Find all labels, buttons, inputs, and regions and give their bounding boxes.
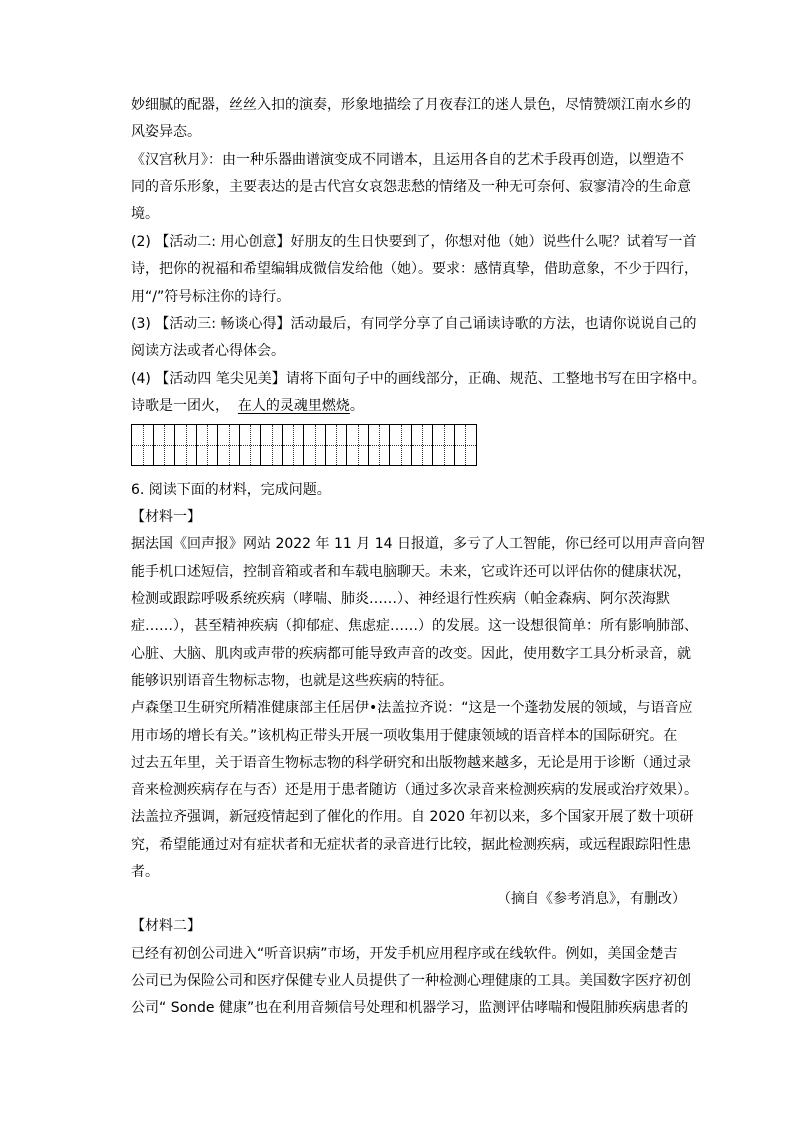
activity-3-line: (3) 【活动三: 畅谈心得】活动最后，有同学分享了自己诵读诗歌的方法，也请你说说自己的 bbox=[131, 316, 697, 332]
text-line: 卢森堡卫生研究所精准健康部主任居伊•法盖拉齐说：“这是一个蓬勃发展的领域，与语音应 bbox=[131, 700, 693, 716]
text-line: 检测或跟踪呼吸系统疾病（哮喘、肺炎……）、神经退行性疾病（帕金森病、阿尔茨海默 bbox=[131, 591, 670, 607]
grid-cell[interactable] bbox=[218, 425, 240, 465]
poem-suffix: 。 bbox=[349, 398, 364, 414]
grid-cell-guide-vertical bbox=[250, 425, 251, 465]
grid-cell[interactable] bbox=[132, 425, 154, 465]
text-line: 究，希望能通过对有症状者和无症状者的录音进行比较，据此检测疾病，或远程跟踪阳性患 bbox=[131, 837, 691, 853]
grid-cell[interactable] bbox=[240, 425, 262, 465]
text-line: 境。 bbox=[131, 206, 159, 222]
text-line: 阅读方法或者心得体会。 bbox=[131, 343, 285, 359]
grid-cell[interactable] bbox=[304, 425, 326, 465]
grid-cell-guide-vertical bbox=[143, 425, 144, 465]
grid-cell-guide-vertical bbox=[379, 425, 380, 465]
text-line: 者。 bbox=[131, 864, 159, 880]
text-line: 风姿异态。 bbox=[131, 124, 201, 140]
grid-cell-guide-vertical bbox=[186, 425, 187, 465]
text-line: 能手机口述短信，控制音箱或者和车载电脑聊天。未来，它或许还可以评估你的健康状况， bbox=[131, 564, 691, 580]
grid-cell-guide-vertical bbox=[336, 425, 337, 465]
grid-cell-guide-vertical bbox=[444, 425, 445, 465]
grid-cell-guide-vertical bbox=[164, 425, 165, 465]
text-line: 据法国《回声报》网站 2022 年 11 月 14 日报道，多亏了人工智能，你已经可以用声音向智 bbox=[131, 536, 705, 552]
text-line: 症……），甚至精神疾病（抑郁症、焦虑症……）的发展。这一设想很简单：所有影响肺部、 bbox=[131, 618, 698, 634]
grid-cell-guide-vertical bbox=[207, 425, 208, 465]
text-line: 音来检测疾病存在与否）还是用于患者随访（通过多次录音来检测疾病的发展或治疗效果）。 bbox=[131, 782, 698, 798]
grid-cell[interactable] bbox=[154, 425, 176, 465]
grid-cell[interactable] bbox=[390, 425, 412, 465]
question-6: 6. 阅读下面的材料，完成问题。 bbox=[131, 482, 331, 498]
grid-cell[interactable] bbox=[261, 425, 283, 465]
grid-cell-guide-vertical bbox=[315, 425, 316, 465]
grid-cell-guide-vertical bbox=[272, 425, 273, 465]
text-line: 法盖拉齐强调，新冠疫情起到了催化的作用。自 2020 年初以来，多个国家开展了数十项研 bbox=[131, 809, 694, 825]
grid-cell-guide-vertical bbox=[358, 425, 359, 465]
grid-cell-guide-vertical bbox=[401, 425, 402, 465]
text-line: 心脏、大脑、肌肉或声带的疾病都可能导致声音的改变。因此，使用数字工具分析录音，就 bbox=[131, 646, 691, 662]
grid-cell[interactable] bbox=[326, 425, 348, 465]
text-line: 过去五年里，关于语音生物标志物的科学研究和出版物越来越多，无论是用于诊断（通过录 bbox=[131, 755, 691, 771]
grid-cell[interactable] bbox=[197, 425, 219, 465]
grid-cell[interactable] bbox=[175, 425, 197, 465]
grid-cell[interactable] bbox=[433, 425, 455, 465]
grid-cell-guide-vertical bbox=[422, 425, 423, 465]
grid-cell-guide-vertical bbox=[229, 425, 230, 465]
text-line: 《汉宫秋月》：由一种乐器曲谱演变成不同谱本，且运用各自的艺术手段再创造，以塑造不 bbox=[131, 152, 684, 168]
text-line: 公司“ Sonde 健康”也在利用音频信号处理和机器学习，监测评估哮喘和慢阻肺疾病患者的 bbox=[131, 1000, 689, 1016]
grid-cell[interactable] bbox=[369, 425, 391, 465]
material-1-heading: 【材料一】 bbox=[131, 509, 201, 525]
text-line: 妙细腻的配器，丝丝入扣的演奏，形象地描绘了月夜春江的迷人景色，尽情赞颂江南水乡的 bbox=[131, 97, 691, 113]
text-line: 诗，把你的祝福和希望编辑成微信发给他（她）。要求：感情真挚，借助意象，不少于四行， bbox=[131, 261, 698, 277]
grid-cell[interactable] bbox=[412, 425, 434, 465]
grid-cell[interactable] bbox=[283, 425, 305, 465]
text-line: 能够识别语音生物标志物，也就是这些疾病的特征。 bbox=[131, 673, 453, 689]
activity-2-line: (2) 【活动二: 用心创意】好朋友的生日快要到了，你想对他（她）说些什么呢？试着写一首 bbox=[131, 234, 697, 250]
poem-sentence bbox=[131, 397, 364, 415]
grid-cell[interactable] bbox=[455, 425, 477, 465]
material-2-heading: 【材料二】 bbox=[131, 918, 201, 934]
grid-cell-guide-vertical bbox=[293, 425, 294, 465]
poem-prefix: 诗歌是一团火， bbox=[131, 398, 229, 414]
poem-underlined: 在人的灵魂里燃烧 bbox=[237, 398, 350, 414]
writing-grid[interactable] bbox=[131, 424, 477, 466]
text-line: 用市场的增长有关。”该机构正带头开展一项收集用于健康领域的语音样本的国际研究。在 bbox=[131, 728, 678, 744]
grid-cell-guide-vertical bbox=[465, 425, 466, 465]
text-line: 已经有初创公司进入“听音识病”市场，开发手机应用程序或在线软件。例如，美国金楚吉 bbox=[131, 946, 678, 962]
text-line: 公司已为保险公司和医疗保健专业人员提供了一种检测心理健康的工具。美国数字医疗初创 bbox=[131, 973, 691, 989]
grid-cell[interactable] bbox=[347, 425, 369, 465]
activity-4-line: (4) 【活动四 笔尖见美】请将下面句子中的画线部分，正确、规范、工整地书写在田字格中。 bbox=[131, 371, 706, 387]
text-line: 同的音乐形象，主要表达的是古代宫女哀怨悲愁的情绪及一种无可奈何、寂寥清冷的生命意 bbox=[131, 179, 691, 195]
material-1-source: （摘自《参考消息》，有删改） bbox=[497, 891, 686, 907]
text-line: 用“/”符号标注你的诗行。 bbox=[131, 289, 291, 305]
